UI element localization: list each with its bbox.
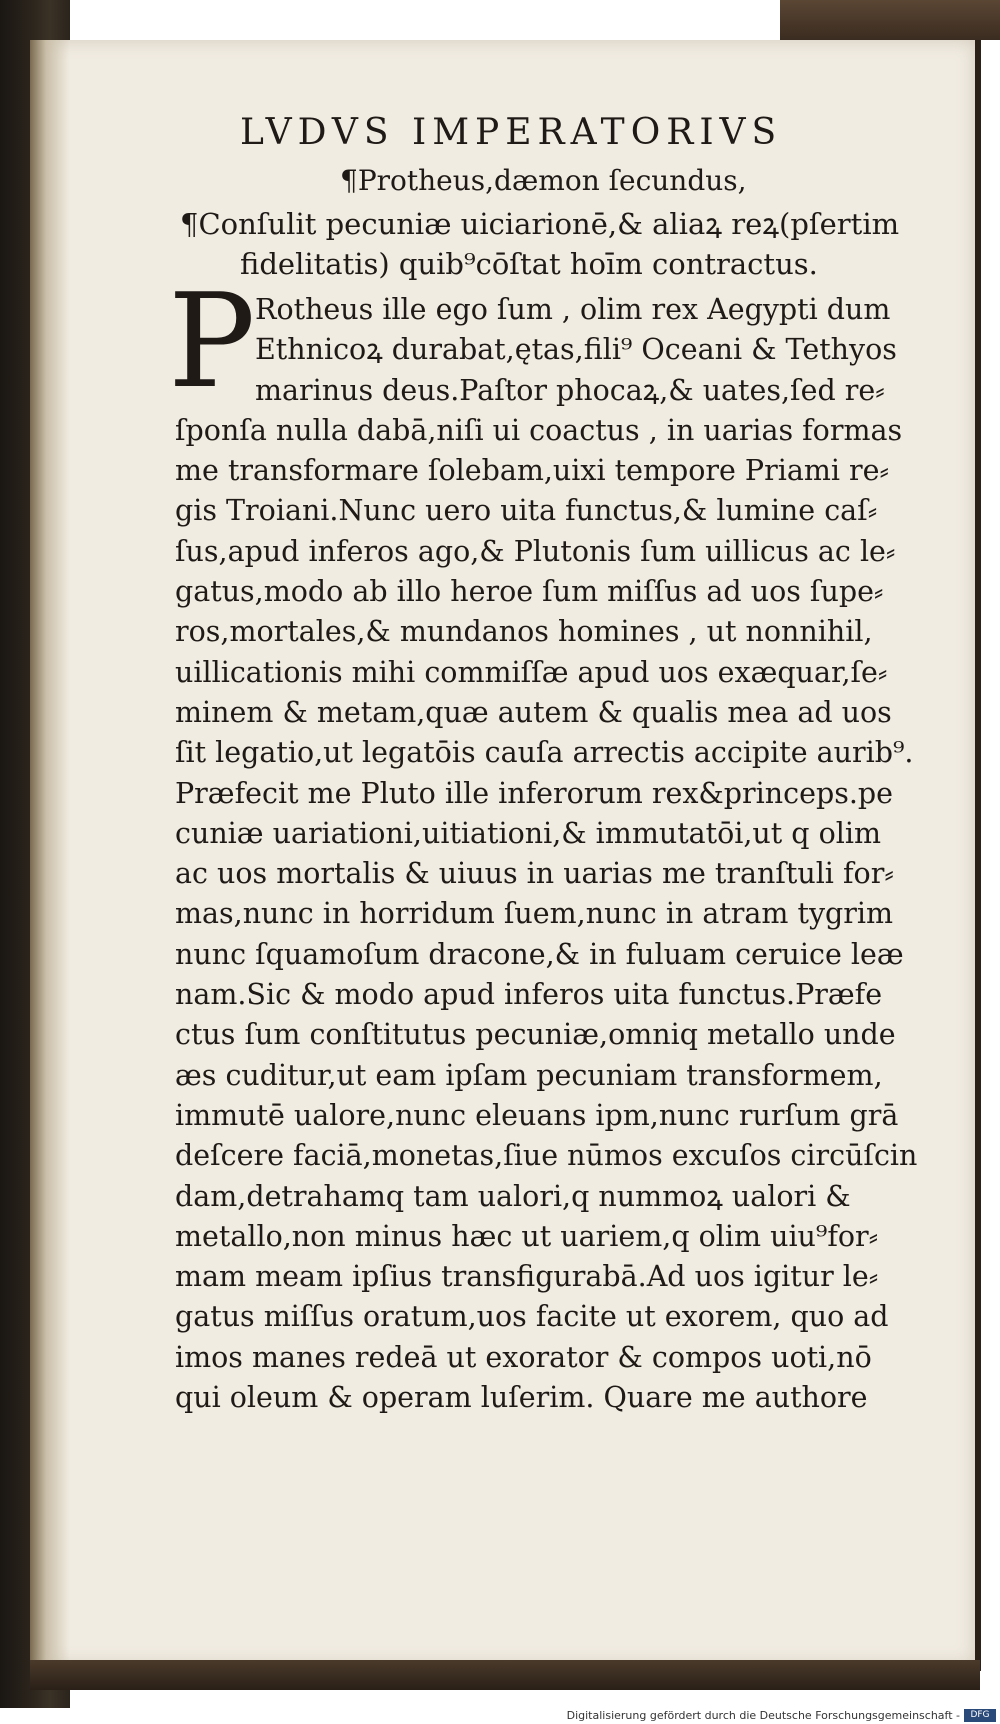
text-line: cuniæ uariationi,uitiationi,& immutatōi,ut q olim: [175, 816, 882, 850]
text-line: gatus miſſus oratum,uos facite ut exorem, quo ad: [175, 1300, 889, 1334]
argument-text: [180, 204, 970, 284]
text-line: gatus,modo ab illo heroe ſum miſſus ad uos ſupe⸗: [175, 575, 884, 609]
text-line: nam.Sic & modo apud inferos uita functus.Præfe: [175, 978, 883, 1012]
page-gutter-shadow: [30, 40, 70, 1665]
text-line: ſponſa nulla dabā,niſi ui coactus , in uarias formas: [175, 413, 903, 447]
drop-cap: P: [168, 265, 256, 417]
text-line: qui oleum & operam luſerim. Quare me authore: [175, 1381, 868, 1415]
text-line: ctus ſum conſtitutus pecuniæ,omniq metallo unde: [175, 1018, 896, 1052]
page-bottom-edge: [30, 1660, 980, 1690]
text-line: marinus deus.Paſtor phocaꝝ,& uates,ſed re⸗: [255, 373, 885, 407]
text-line: dam,detrahamq tam ualori,q nummoꝝ ualori &: [175, 1179, 851, 1213]
text-line: Rotheus ille ego ſum , olim rex Aegypti dum: [255, 293, 891, 326]
argument-line-2: fidelitatis) quib⁹cōſtat hoīm contractus.: [240, 247, 818, 281]
text-line: ſit legatio,ut legatōis cauſa arrectis accipite aurib⁹.: [175, 736, 914, 770]
text-line: mam meam ipſius transfigurabā.Ad uos igitur le⸗: [175, 1260, 879, 1294]
text-line: imos manes redeā ut exorator & compos uoti,nō: [175, 1340, 872, 1374]
footer-credit: Digitalisierung gefördert durch die Deutsche Forschungsgemeinschaft -: [566, 1709, 960, 1722]
text-line: deſcere faciā,monetas,ſiue nūmos excuſos circūſcin: [175, 1139, 918, 1173]
text-line: mas,nunc in horridum ſuem,nunc in atram tygrim: [175, 897, 894, 931]
text-line: minem & metam,quæ autem & qualis mea ad uos: [175, 695, 892, 729]
dfg-logo: DFG: [964, 1709, 996, 1722]
text-line: immutē ualore,nunc eleuans ipm,nunc rurſum grā: [175, 1098, 899, 1132]
text-line: nunc ſquamoſum dracone,& in fuluam ceruice leæ: [175, 937, 904, 971]
text-line: gis Troiani.Nunc uero uita functus,& lumine caſ⸗: [175, 494, 878, 528]
argument-line-1: ¶Conſulit pecuniæ uiciarionē,& aliaꝝ reꝝ(pſertim: [180, 207, 900, 241]
binding-edge: [780, 0, 1000, 40]
text-line: Præfecit me Pluto ille inferorum rex&princeps.pe: [175, 776, 893, 810]
section-rubric: ¶Protheus,dæmon ſecundus,: [340, 164, 747, 197]
body-text: [175, 290, 980, 1418]
text-line: ac uos mortalis & uiuus in uarias me tranſtuli for⸗: [175, 857, 894, 891]
text-line: Ethnicoꝝ durabat,ętas,fili⁹ Oceani & Tethyos: [255, 333, 897, 367]
text-line: æs cuditur,ut eam ipſam pecuniam transformem,: [175, 1058, 883, 1092]
text-line: ſus,apud inferos ago,& Plutonis ſum uillicus ac le⸗: [175, 534, 896, 568]
text-line: metallo,non minus hæc ut uariem,q olim uiu⁹for⸗: [175, 1219, 879, 1253]
text-line: me transformare ſolebam,uixi tempore Priami re⸗: [175, 454, 890, 488]
text-line: uillicationis mihi commiſſæ apud uos exæquar,ſe⸗: [175, 655, 888, 689]
running-header: LVDVS IMPERATORIVS: [240, 112, 783, 153]
text-line: ros,mortales,& mundanos homines , ut nonnihil,: [175, 615, 873, 649]
